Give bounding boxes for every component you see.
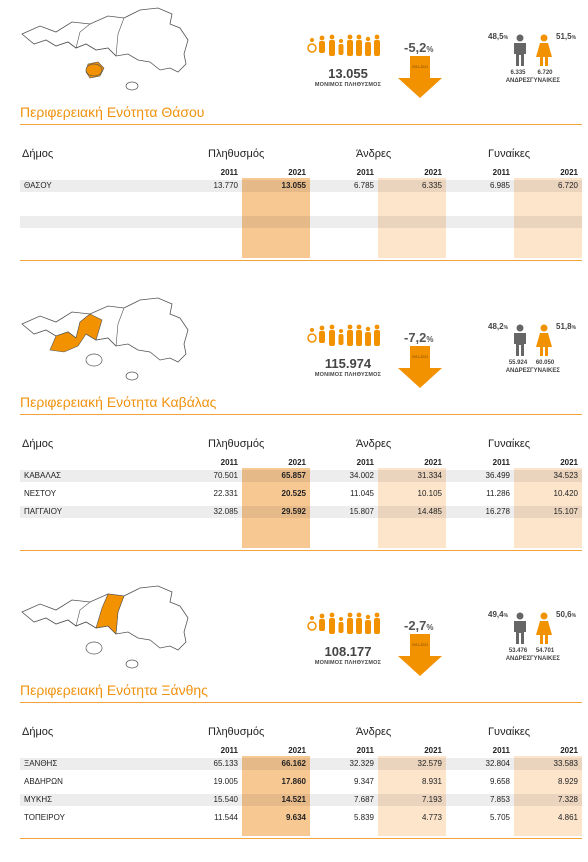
total-population: 13.055: [328, 66, 368, 81]
woman-icon: [533, 612, 555, 644]
table-row: [20, 180, 582, 192]
cell-m2021: 14.485: [417, 507, 442, 516]
cell-p2021: 66.162: [281, 759, 306, 768]
cell-p2021: 65.857: [281, 471, 306, 480]
population-change: -7,2%: [404, 330, 434, 345]
cell-w2021: 33.583: [553, 759, 578, 768]
women-total: 6.720: [537, 70, 553, 76]
municipality-name: ΑΒΔΗΡΩΝ: [24, 777, 63, 786]
cell-m2011: 11.045: [350, 489, 374, 498]
table-row: [20, 488, 582, 500]
table-row: [20, 198, 582, 210]
cell-m2011: 6.785: [353, 181, 374, 190]
women-label: ΓΥΝΑΙΚΕΣ: [530, 656, 560, 662]
year-2021: 2021: [560, 168, 578, 177]
cell-w2021: 34.523: [553, 471, 578, 480]
cell-w2021: 15.107: [553, 507, 578, 516]
cell-p2021: 14.521: [281, 795, 306, 804]
cell-m2021: 4.773: [421, 813, 442, 822]
region-section: [0, 582, 588, 862]
cell-m2021: 8.931: [421, 777, 442, 786]
col-municipality: Δήμος: [22, 726, 54, 738]
family-group-icon: [306, 324, 386, 348]
region-section: [0, 294, 588, 574]
title-divider: [20, 702, 582, 703]
section-title: Περιφερειακή Ενότητα Καβάλας: [20, 394, 217, 410]
municipality-name: ΞΑΝΘΗΣ: [24, 759, 58, 768]
women-percentage: 50,6%: [556, 610, 577, 619]
cell-w2021: 7.328: [557, 795, 578, 804]
men-total: 6.335: [510, 70, 526, 76]
cell-w2021: 6.720: [557, 181, 578, 190]
year-2011: 2011: [356, 168, 374, 177]
cell-p2011: 32.085: [213, 507, 238, 516]
table-row: [20, 794, 582, 806]
year-2011: 2011: [356, 746, 374, 755]
cell-w2011: 32.804: [485, 759, 510, 768]
year-2011: 2011: [492, 746, 510, 755]
family-group-icon: [306, 34, 386, 58]
women-total: 54.701: [535, 648, 555, 654]
col-municipality: Δήμος: [22, 148, 54, 160]
man-icon: [509, 612, 531, 644]
year-2021: 2021: [288, 746, 306, 755]
cell-w2021: 4.861: [557, 813, 578, 822]
municipality-name: ΚΑΒΑΛΑΣ: [24, 471, 61, 480]
title-divider: [20, 124, 582, 125]
year-2011: 2011: [492, 458, 510, 467]
title-divider: [20, 414, 582, 415]
cell-m2011: 32.329: [349, 759, 374, 768]
man-icon: [509, 324, 531, 356]
cell-w2011: 11.286: [486, 489, 510, 498]
men-label: ΑΝΔΡΕΣ: [505, 656, 531, 662]
cell-w2011: 5.705: [489, 813, 510, 822]
cell-p2011: 19.005: [213, 777, 238, 786]
cell-w2021: 10.420: [553, 489, 578, 498]
municipality-name: ΠΑΓΓΑΙΟΥ: [24, 507, 63, 516]
population-change: -2,7%: [404, 618, 434, 633]
cell-w2021: 8.929: [557, 777, 578, 786]
woman-icon: [533, 34, 555, 66]
cell-m2021: 32.579: [417, 759, 442, 768]
family-group-icon: [306, 612, 386, 636]
municipality-name: ΤΟΠΕΙΡΟΥ: [24, 813, 65, 822]
cell-m2011: 9.347: [353, 777, 374, 786]
col-population: Πληθυσμός: [208, 726, 265, 738]
women-label: ΓΥΝΑΙΚΕΣ: [530, 78, 560, 84]
arrow-down-icon: [398, 346, 442, 388]
year-2021: 2021: [424, 458, 442, 467]
cell-p2021: 29.592: [281, 507, 306, 516]
region-map: [20, 582, 200, 672]
permanent-population-label: ΜΟΝΙΜΟΣ ΠΛΗΘΥΣΜΟΣ: [314, 372, 382, 378]
total-population: 115.974: [324, 356, 372, 371]
men-percentage: 48,5%: [488, 32, 509, 41]
municipality-name: ΝΕΣΤΟΥ: [24, 489, 57, 498]
men-label: ΑΝΔΡΕΣ: [505, 368, 531, 374]
cell-m2021: 10.105: [417, 489, 442, 498]
col-men: Άνδρες: [356, 438, 392, 450]
men-percentage: 48,2%: [488, 322, 509, 331]
men-label: ΑΝΔΡΕΣ: [505, 78, 531, 84]
table-row: [20, 506, 582, 518]
section-divider: [20, 550, 582, 551]
total-population: 108.177: [324, 644, 372, 659]
arrow-down-icon: [398, 634, 442, 676]
year-2021: 2021: [288, 458, 306, 467]
table-row: [20, 470, 582, 482]
cell-p2021: 9.634: [285, 813, 306, 822]
men-total: 55.924: [508, 360, 528, 366]
cell-m2021: 31.334: [417, 471, 442, 480]
year-2021: 2021: [560, 746, 578, 755]
women-percentage: 51,5%: [556, 32, 577, 41]
svg-text:2011-2021: 2011-2021: [411, 355, 429, 359]
table-row: [20, 234, 582, 246]
year-2011: 2011: [356, 458, 374, 467]
men-percentage: 49,4%: [488, 610, 509, 619]
cell-p2011: 70.501: [213, 471, 238, 480]
col-population: Πληθυσμός: [208, 438, 265, 450]
permanent-population-label: ΜΟΝΙΜΟΣ ΠΛΗΘΥΣΜΟΣ: [314, 660, 382, 666]
svg-text:2011-2021: 2011-2021: [411, 65, 429, 69]
cell-w2011: 6.985: [489, 181, 510, 190]
cell-p2011: 22.331: [213, 489, 238, 498]
cell-p2021: 20.525: [281, 489, 306, 498]
cell-m2011: 5.839: [353, 813, 374, 822]
cell-p2011: 13.770: [213, 181, 238, 190]
municipality-name: ΘΑΣΟΥ: [24, 181, 52, 190]
year-2011: 2011: [220, 168, 238, 177]
col-women: Γυναίκες: [488, 148, 531, 160]
col-men: Άνδρες: [356, 726, 392, 738]
table-row: [20, 812, 582, 824]
region-map: [20, 4, 200, 94]
year-2021: 2021: [424, 168, 442, 177]
permanent-population-label: ΜΟΝΙΜΟΣ ΠΛΗΘΥΣΜΟΣ: [314, 82, 382, 88]
cell-w2011: 16.278: [485, 507, 510, 516]
col-municipality: Δήμος: [22, 438, 54, 450]
table-row: [20, 758, 582, 770]
table-row: [20, 524, 582, 536]
region-section: [0, 4, 588, 284]
year-2021: 2021: [560, 458, 578, 467]
cell-p2011: 15.540: [213, 795, 238, 804]
man-icon: [509, 34, 531, 66]
cell-m2011: 34.002: [349, 471, 374, 480]
year-2011: 2011: [220, 746, 238, 755]
section-title: Περιφερειακή Ενότητα Ξάνθης: [20, 682, 208, 698]
cell-p2011: 11.544: [214, 813, 238, 822]
table-row: [20, 776, 582, 788]
cell-p2021: 17.860: [281, 777, 306, 786]
women-percentage: 51,8%: [556, 322, 577, 331]
year-2021: 2021: [288, 168, 306, 177]
section-title: Περιφερειακή Ενότητα Θάσου: [20, 104, 205, 120]
region-map: [20, 294, 200, 384]
year-2011: 2011: [492, 168, 510, 177]
women-label: ΓΥΝΑΙΚΕΣ: [530, 368, 560, 374]
cell-w2011: 9.658: [489, 777, 510, 786]
cell-w2011: 7.853: [489, 795, 510, 804]
cell-m2011: 7.687: [353, 795, 374, 804]
cell-w2011: 36.499: [485, 471, 510, 480]
cell-p2021: 13.055: [281, 181, 306, 190]
cell-m2021: 6.335: [421, 181, 442, 190]
municipality-name: ΜΥΚΗΣ: [24, 795, 53, 804]
woman-icon: [533, 324, 555, 356]
svg-text:2011-2021: 2011-2021: [411, 643, 429, 647]
cell-p2011: 65.133: [213, 759, 238, 768]
table-row: [20, 216, 582, 228]
section-divider: [20, 260, 582, 261]
arrow-down-icon: [398, 56, 442, 98]
col-women: Γυναίκες: [488, 726, 531, 738]
col-men: Άνδρες: [356, 148, 392, 160]
col-population: Πληθυσμός: [208, 148, 265, 160]
year-2011: 2011: [220, 458, 238, 467]
men-total: 53.476: [508, 648, 528, 654]
col-women: Γυναίκες: [488, 438, 531, 450]
section-divider: [20, 838, 582, 839]
cell-m2011: 15.807: [349, 507, 374, 516]
cell-m2021: 7.193: [421, 795, 442, 804]
population-change: -5,2%: [404, 40, 434, 55]
year-2021: 2021: [424, 746, 442, 755]
women-total: 60.050: [535, 360, 555, 366]
